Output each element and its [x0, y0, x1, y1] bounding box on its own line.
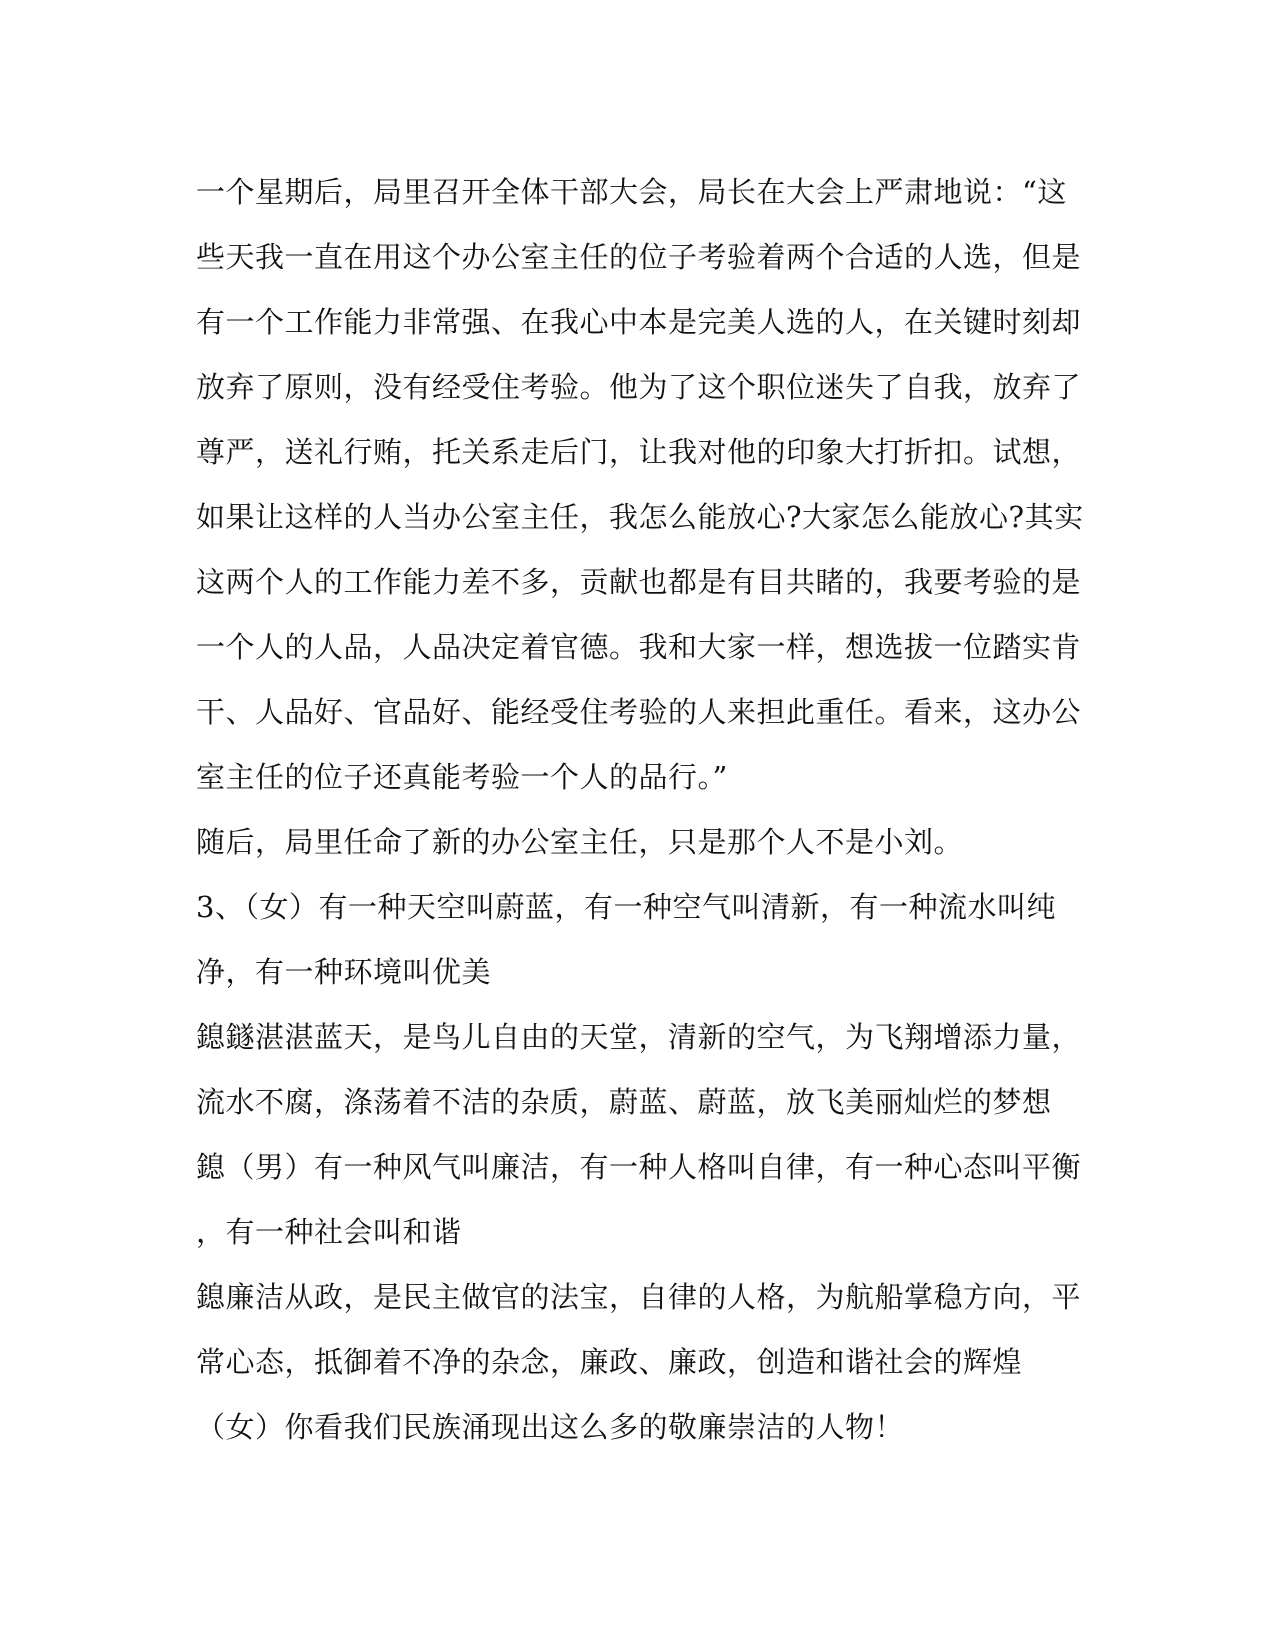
body-text-line: 3、（女）有一种天空叫蔚蓝，有一种空气叫清新，有一种流水叫纯 — [196, 890, 1056, 924]
body-text-line: 室主任的位子还真能考验一个人的品行。” — [196, 760, 728, 794]
body-text-line: 流水不腐，涤荡着不洁的杂质，蔚蓝、蔚蓝，放飞美丽灿烂的梦想 — [196, 1085, 1052, 1119]
body-text-line: 净，有一种环境叫优美 — [196, 955, 492, 989]
body-text-line: 鎴鐩湛湛蓝天，是鸟儿自由的天堂，清新的空气，为飞翔增添力量， — [196, 1020, 1082, 1054]
body-text-line: 这两个人的工作能力差不多，贡献也都是有目共睹的，我要考验的是 — [196, 565, 1082, 599]
body-text-line: 一个人的人品，人品决定着官德。我和大家一样，想选拔一位踏实肯 — [196, 630, 1082, 664]
body-text-line: 干、人品好、官品好、能经受住考验的人来担此重任。看来，这办公 — [196, 695, 1082, 729]
body-text-line: 尊严，送礼行贿，托关系走后门，让我对他的印象大打折扣。试想， — [196, 435, 1082, 469]
body-text-line: 鎴廉洁从政，是民主做官的法宝，自律的人格，为航船掌稳方向，平 — [196, 1280, 1082, 1314]
body-text-line: 放弃了原则，没有经受住考验。他为了这个职位迷失了自我，放弃了 — [196, 370, 1082, 404]
body-text-line: 如果让这样的人当办公室主任，我怎么能放心?大家怎么能放心?其实 — [196, 500, 1084, 534]
body-text-line: 鎴（男）有一种风气叫廉洁，有一种人格叫自律，有一种心态叫平衡 — [196, 1150, 1082, 1184]
body-text-line: 些天我一直在用这个办公室主任的位子考验着两个合适的人选，但是 — [196, 240, 1082, 274]
body-text-line: ，有一种社会叫和谐 — [196, 1215, 462, 1249]
body-text-line: 常心态，抵御着不净的杂念，廉政、廉政，创造和谐社会的辉煌 — [196, 1345, 1023, 1379]
body-text-line: 随后，局里任命了新的办公室主任，只是那个人不是小刘。 — [196, 825, 964, 859]
body-text-line: （女）你看我们民族涌现出这么多的敬廉崇洁的人物！ — [196, 1410, 905, 1444]
body-text-line: 一个星期后，局里召开全体干部大会，局长在大会上严肃地说：“这 — [196, 175, 1067, 209]
body-text-line: 有一个工作能力非常强、在我心中本是完美人选的人，在关键时刻却 — [196, 305, 1082, 339]
